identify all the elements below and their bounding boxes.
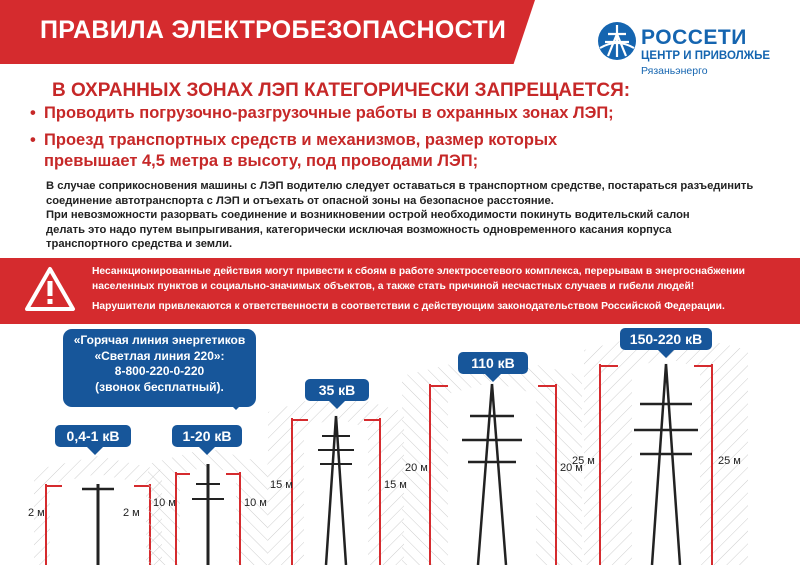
distance-label: 2 м <box>123 507 140 519</box>
instructions-paragraph <box>46 179 766 252</box>
distance-label: 10 м <box>244 497 267 509</box>
hotline-line: «Светлая линия 220»: <box>94 348 225 363</box>
distance-label: 15 м <box>270 479 293 491</box>
voltage-label: 1-20 кВ <box>172 425 242 447</box>
rule-bullet: • <box>30 131 36 149</box>
rule-text: превышает 4,5 метра в высоту, под проводами ЛЭП; <box>44 152 479 170</box>
instruction-line: В случае соприкосновения машины с ЛЭП водителю следует оставаться в транспортном средстве, постараться разъединить <box>46 180 754 192</box>
rule-item <box>30 130 557 172</box>
distance-label: 20 м <box>560 462 583 474</box>
hotline-bubble-tail <box>222 396 250 410</box>
instruction-line: делать это надо путем выпрыгивания, категорически исключая возможность одновременного касания корпуса <box>46 223 672 236</box>
voltage-label-tail <box>328 400 346 409</box>
voltage-label-tail <box>484 373 502 382</box>
distance-label: 10 м <box>153 497 176 509</box>
warning-line: населенных пунктов и социально-значимых объектов, а также стать причиной несчастных случаев и гибели людей! <box>92 281 695 292</box>
rule-bullet: • <box>30 104 36 122</box>
warning-triangle-icon <box>24 266 76 312</box>
distance-label: 15 м <box>384 479 407 491</box>
distance-label: 20 м <box>405 462 428 474</box>
hotline-line: (звонок бесплатный). <box>95 379 224 394</box>
voltage-label-tail <box>657 349 675 358</box>
warning-line: Несанкционированные действия могут привести к сбоям в работе электросетевого комплекса, перерывам в энергоснабжении <box>92 266 745 277</box>
logo-name: РОССЕТИ <box>641 26 747 49</box>
logo-subtitle: ЦЕНТР И ПРИВОЛЖЬЕ <box>641 50 771 62</box>
warning-text <box>92 264 792 314</box>
zone-0-4-1kv <box>34 456 162 565</box>
hotline-phone[interactable]: 8-800-220-0-220 <box>114 364 205 378</box>
voltage-label: 150-220 кВ <box>620 328 712 350</box>
voltage-label: 35 кВ <box>305 379 369 401</box>
hotline-line: «Горячая линия энергетиков <box>73 333 246 347</box>
voltage-label: 0,4-1 кВ <box>55 425 131 447</box>
distance-label: 25 м <box>572 455 595 467</box>
voltage-label-tail <box>198 446 216 455</box>
rule-text: Проводить погрузочно-разгрузочные работы в охранных зонах ЛЭП; <box>44 104 614 122</box>
rule-text: Проезд транспортных средств и механизмов, размер которых <box>44 131 558 149</box>
instruction-line: транспортного средства и земли. <box>46 238 233 251</box>
voltage-label-tail <box>86 446 104 455</box>
zone-150-220kv <box>584 330 748 565</box>
warning-line: Нарушители привлекаются к ответственности в соответствии с действующим законодательством Российской Федерации. <box>92 301 725 312</box>
distance-label: 2 м <box>28 507 45 519</box>
zone-110kv <box>402 354 582 565</box>
distance-label: 25 м <box>718 455 741 467</box>
rule-item <box>30 103 614 124</box>
instruction-line: соединение автотранспорта с ЛЭП и отъехать от опасной зоны на безопасное расстояние. <box>46 194 554 207</box>
forbidden-heading: В ОХРАННЫХ ЗОНАХ ЛЭП КАТЕГОРИЧЕСКИ ЗАПРЕЩАЕТСЯ: <box>52 80 631 101</box>
rosseti-logo-icon <box>596 20 638 62</box>
page-title: ПРАВИЛА ЭЛЕКТРОБЕЗОПАСНОСТИ <box>40 16 507 44</box>
instruction-line: При невозможности разорвать соединение и возникновении острой необходимости покинуть водительский салон <box>46 209 690 222</box>
voltage-label: 110 кВ <box>458 352 528 374</box>
logo-branch: Рязаньэнерго <box>641 65 708 77</box>
